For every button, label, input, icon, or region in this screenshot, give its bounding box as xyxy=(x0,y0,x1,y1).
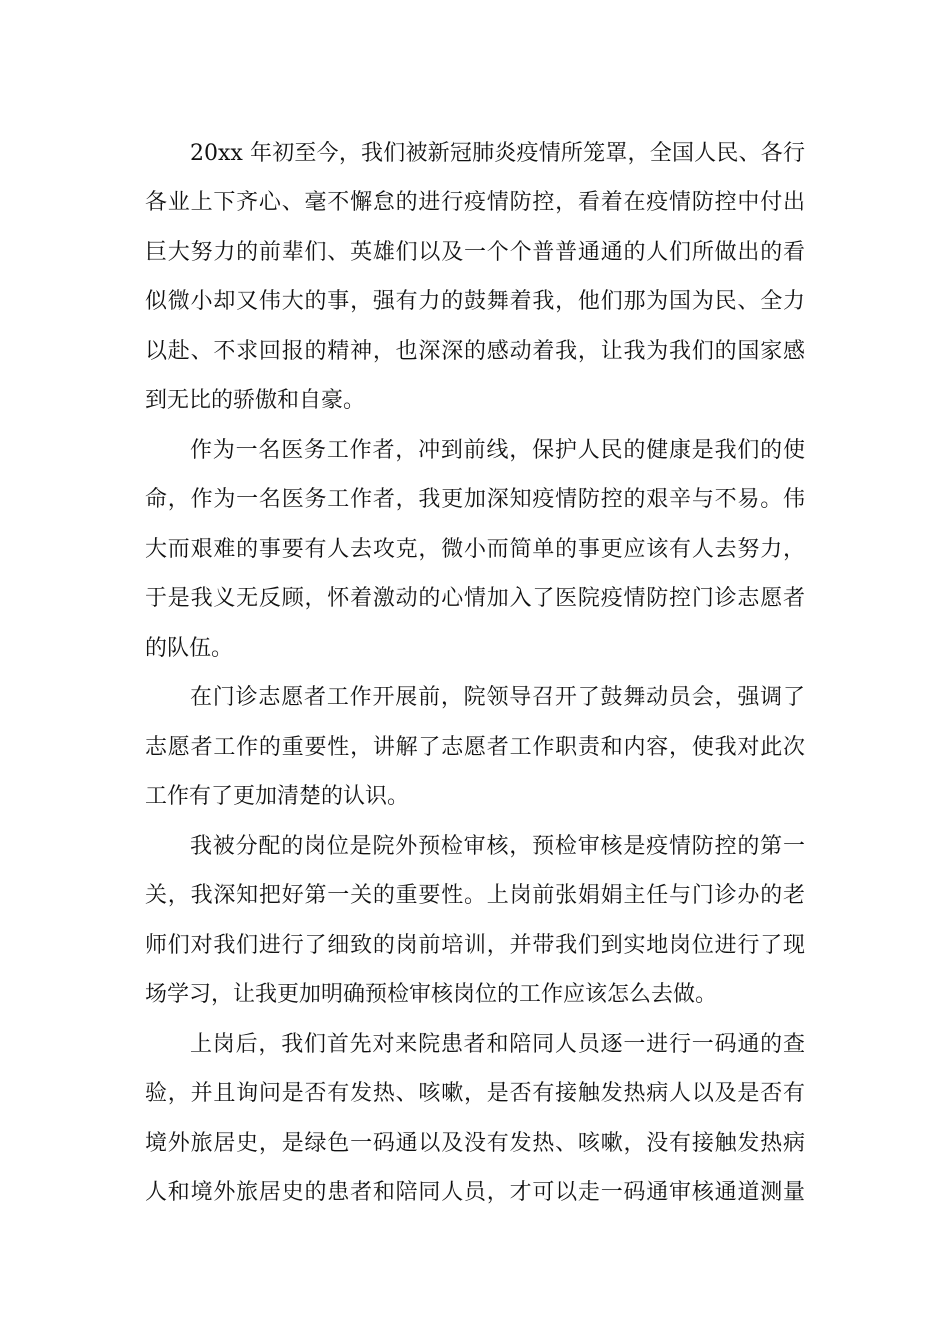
paragraph-2-line-5: 的队伍。 xyxy=(145,636,234,661)
paragraph-2-line-2: 命，作为一名医务工作者，我更加深知疫情防控的艰辛与不易。伟 xyxy=(145,487,805,512)
paragraph-3-line-3: 工作有了更加清楚的认识。 xyxy=(145,784,410,809)
paragraph-4-line-2: 关，我深知把好第一关的重要性。上岗前张娟娟主任与门诊办的老 xyxy=(145,883,805,908)
paragraph-2-line-1: 作为一名医务工作者，冲到前线，保护人民的健康是我们的使 xyxy=(190,438,805,463)
paragraph-1-line-2: 各业上下齐心、毫不懈怠的进行疫情防控，看着在疫情防控中付出 xyxy=(145,190,805,215)
paragraph-1-line-4: 似微小却又伟大的事，强有力的鼓舞着我，他们那为国为民、全力 xyxy=(145,289,805,314)
paragraph-5-line-2: 验，并且询问是否有发热、咳嗽，是否有接触发热病人以及是否有 xyxy=(145,1081,805,1106)
paragraph-5-line-3: 境外旅居史，是绿色一码通以及没有发热、咳嗽，没有接触发热病 xyxy=(145,1131,805,1156)
paragraph-1-line-5: 以赴、不求回报的精神，也深深的感动着我，让我为我们的国家感 xyxy=(145,339,805,364)
paragraph-5-line-4: 人和境外旅居史的患者和陪同人员，才可以走一码通审核通道测量 xyxy=(145,1180,805,1205)
paragraph-4-line-3: 师们对我们进行了细致的岗前培训，并带我们到实地岗位进行了现 xyxy=(145,933,805,958)
paragraph-5-line-1: 上岗后，我们首先对来院患者和陪同人员逐一进行一码通的查 xyxy=(190,1032,805,1057)
paragraph-1-line-3: 巨大努力的前辈们、英雄们以及一个个普普通通的人们所做出的看 xyxy=(145,240,805,265)
paragraph-1-line-6: 到无比的骄傲和自豪。 xyxy=(145,388,366,413)
paragraph-2-line-3: 大而艰难的事要有人去攻克，微小而简单的事更应该有人去努力， xyxy=(145,537,805,562)
paragraph-2-line-4: 于是我义无反顾，怀着激动的心情加入了医院疫情防控门诊志愿者 xyxy=(145,586,805,611)
paragraph-4-line-4: 场学习，让我更加明确预检审核岗位的工作应该怎么去做。 xyxy=(145,982,718,1007)
paragraph-3-line-2: 志愿者工作的重要性，讲解了志愿者工作职责和内容，使我对此次 xyxy=(145,735,805,760)
paragraph-1-line-1: 20xx 年初至今，我们被新冠肺炎疫情所笼罩，全国人民、各行 xyxy=(190,141,805,166)
paragraph-4-line-1: 我被分配的岗位是院外预检审核，预检审核是疫情防控的第一 xyxy=(190,834,805,859)
paragraph-3-line-1: 在门诊志愿者工作开展前，院领导召开了鼓舞动员会，强调了 xyxy=(190,685,805,710)
